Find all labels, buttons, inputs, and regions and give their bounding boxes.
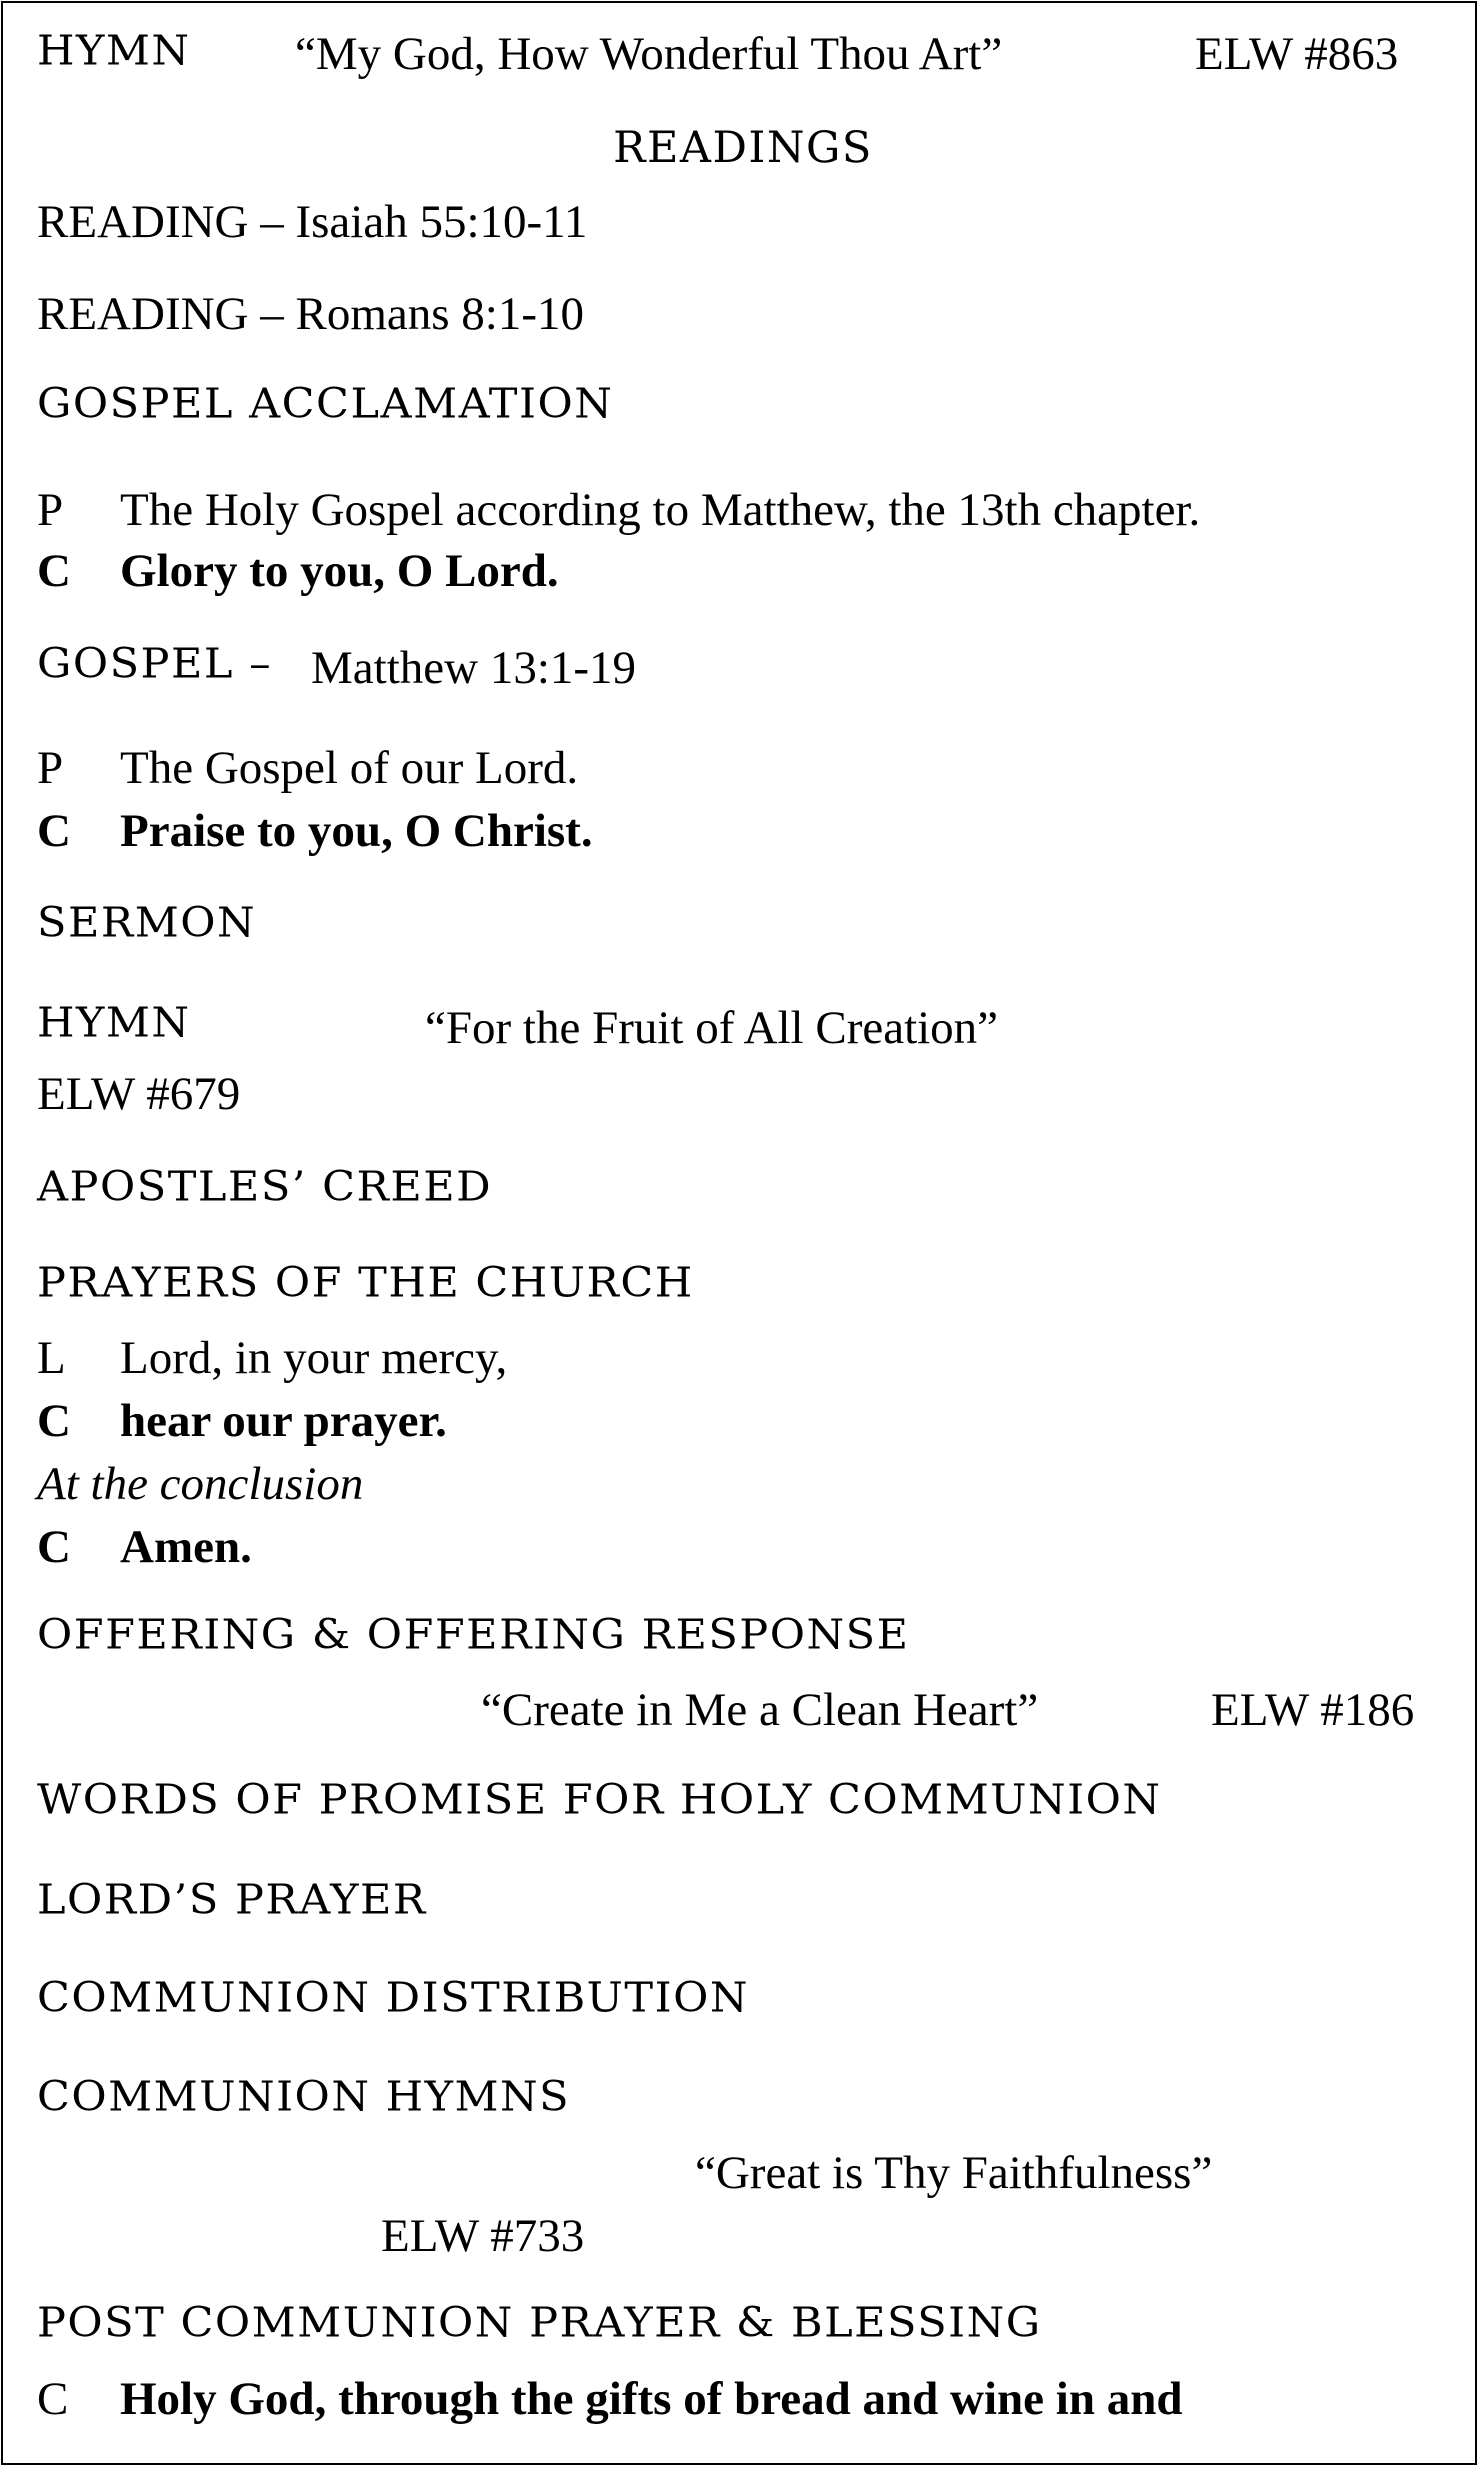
congregation-response: Glory to you, O Lord. [120, 545, 559, 597]
congregation-response: Amen. [120, 1521, 252, 1573]
leader-line: Lord, in your mercy, [120, 1332, 508, 1384]
offering-hymn-title: “Create in Me a Clean Heart” [481, 1684, 1039, 1736]
gospel-acclamation-heading: GOSPEL ACCLAMATION [37, 380, 614, 428]
hymn-number: ELW #679 [37, 1068, 241, 1120]
speaker-label: C [37, 1521, 71, 1573]
speaker-label: P [37, 742, 64, 794]
speaker-label: C [37, 805, 71, 857]
reading-isaiah: READING – Isaiah 55:10-11 [37, 196, 588, 248]
congregation-prayer-line: Holy God, through the gifts of bread and wine in and [120, 2373, 1183, 2425]
reading-romans: READING – Romans 8:1-10 [37, 288, 584, 340]
offering-heading: OFFERING & OFFERING RESPONSE [37, 1611, 910, 1659]
speaker-label: C [37, 545, 71, 597]
congregation-response: Praise to you, O Christ. [120, 805, 593, 857]
speaker-label: L [37, 1332, 66, 1384]
bulletin-page [1, 1, 1477, 2465]
gospel-heading: GOSPEL – [37, 640, 273, 688]
speaker-label: C [37, 1395, 71, 1447]
sermon-heading: SERMON [37, 899, 257, 947]
communion-hymns-heading: COMMUNION HYMNS [37, 2073, 571, 2121]
prayers-heading: PRAYERS OF THE CHURCH [37, 1259, 694, 1307]
gospel-reference: Matthew 13:1-19 [311, 642, 637, 694]
readings-heading: READINGS [613, 123, 873, 173]
pastor-line: The Holy Gospel according to Matthew, the 13th chapter. [120, 484, 1201, 536]
communion-hymn-title: “Great is Thy Faithfulness” [695, 2147, 1213, 2199]
hymn-title: “For the Fruit of All Creation” [425, 1002, 999, 1054]
hymn-heading: HYMN [37, 27, 191, 75]
rubric-text: At the conclusion [37, 1458, 364, 1510]
hymn-heading: HYMN [37, 999, 191, 1047]
lords-prayer-heading: LORD’S PRAYER [37, 1876, 427, 1924]
offering-hymn-number: ELW #186 [1211, 1684, 1415, 1736]
speaker-label: P [37, 484, 64, 536]
congregation-response: hear our prayer. [120, 1395, 447, 1447]
communion-hymn-number: ELW #733 [381, 2210, 585, 2262]
hymn-title: “My God, How Wonderful Thou Art” [295, 28, 1003, 80]
hymn-number: ELW #863 [1195, 28, 1399, 80]
words-of-promise-heading: WORDS OF PROMISE FOR HOLY COMMUNION [37, 1776, 1162, 1824]
apostles-creed-heading: APOSTLES’ CREED [37, 1163, 493, 1211]
post-communion-heading: POST COMMUNION PRAYER & BLESSING [37, 2299, 1042, 2347]
communion-distribution-heading: COMMUNION DISTRIBUTION [37, 1974, 749, 2022]
pastor-line: The Gospel of our Lord. [120, 742, 579, 794]
speaker-label: C [37, 2373, 69, 2425]
